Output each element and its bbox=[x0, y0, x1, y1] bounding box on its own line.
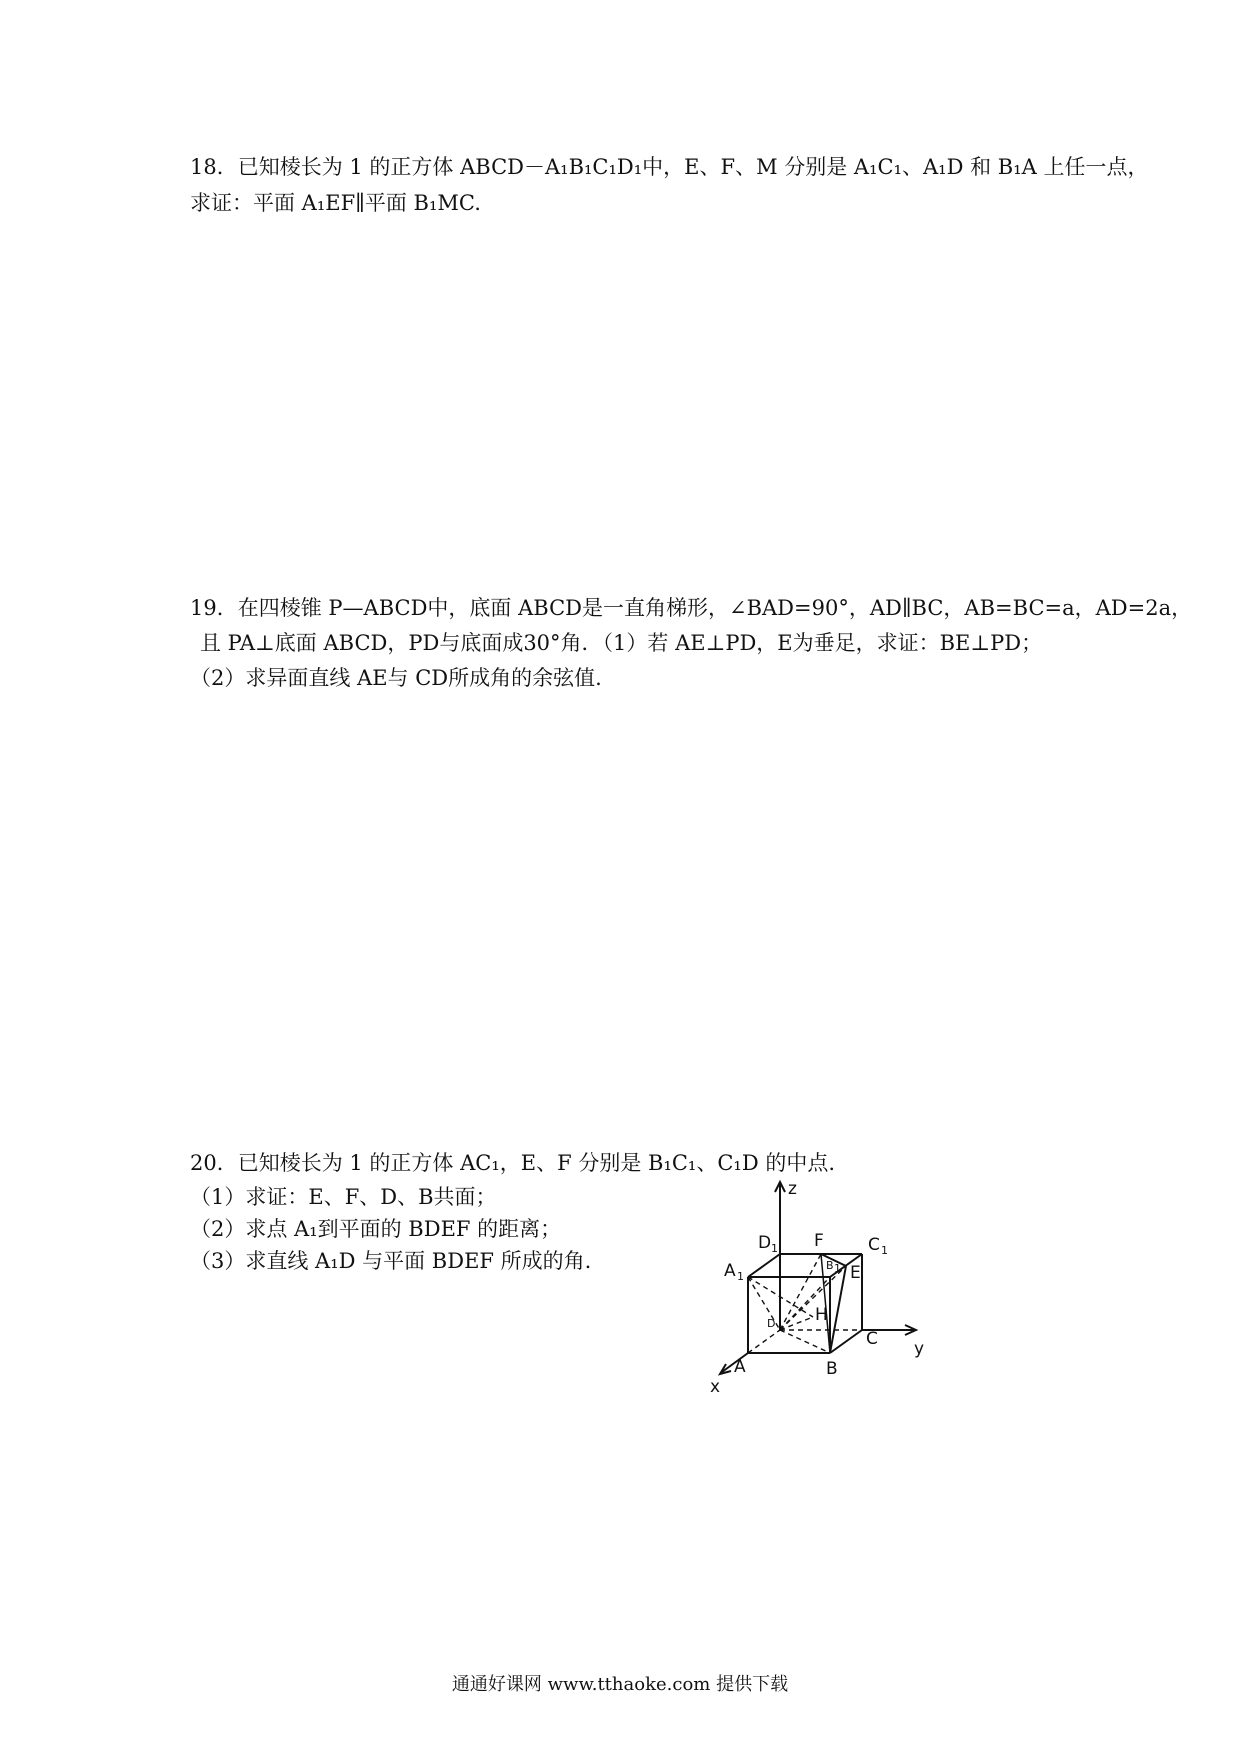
label-D1-sub: 1 bbox=[771, 1242, 778, 1255]
q20-part-3: （3）求直线 A₁D 与平面 BDEF 所成的角. bbox=[190, 1249, 592, 1273]
cube-diagram bbox=[700, 1172, 960, 1404]
q20-part-1: （1）求证：E、F、D、B共面； bbox=[190, 1185, 497, 1209]
label-C1: C bbox=[868, 1235, 880, 1255]
dashed-D-H bbox=[780, 1317, 813, 1330]
label-B1-sub: 1 bbox=[834, 1262, 841, 1275]
footer-text: 通通好课网 www.tthaoke.com 提供下载 bbox=[451, 1674, 789, 1695]
label-B: B bbox=[826, 1359, 838, 1379]
edge-B-C bbox=[830, 1330, 862, 1353]
q19-line-3: （2）求异面直线 AE与 CD所成角的余弦值. bbox=[190, 666, 602, 690]
label-y: y bbox=[914, 1339, 925, 1359]
label-F: F bbox=[814, 1231, 824, 1251]
label-A1-sub: 1 bbox=[737, 1270, 744, 1283]
q19-line-1: 19．在四棱锥 P—ABCD中，底面 ABCD是一直角梯形，∠BAD=90°，AD∥BC，AB=BC=a，AD=2a， bbox=[190, 596, 1193, 620]
label-C: C bbox=[866, 1329, 878, 1349]
cube-figure bbox=[700, 1172, 960, 1404]
label-D1: D bbox=[758, 1233, 772, 1253]
q20-line-1: 20．已知棱长为 1 的正方体 AC₁，E、F 分别是 B₁C₁、C₁D 的中点. bbox=[190, 1151, 836, 1175]
dashed-D-B bbox=[780, 1330, 830, 1353]
label-A1: A bbox=[724, 1261, 736, 1281]
hidden-edge-A-D bbox=[748, 1330, 780, 1353]
q19-line-2: 且 PA⊥底面 ABCD，PD与底面成30°角．（1）若 AE⊥PD，E为垂足，求证：BE⊥PD； bbox=[200, 631, 1043, 655]
label-E: E bbox=[850, 1263, 861, 1283]
q18-line-2: 求证：平面 A₁EF∥平面 B₁MC. bbox=[190, 191, 481, 215]
q18-line-1: 18．已知棱长为 1 的正方体 ABCD－A₁B₁C₁D₁中，E、F、M 分别是 A₁C₁、A₁D 和 B₁A 上任一点， bbox=[190, 155, 1149, 179]
q20-part-2: （2）求点 A₁到平面的 BDEF 的距离； bbox=[190, 1217, 562, 1241]
label-z: z bbox=[788, 1179, 797, 1199]
label-H: H bbox=[815, 1305, 828, 1325]
label-B1: B bbox=[826, 1259, 834, 1272]
label-A: A bbox=[734, 1357, 746, 1377]
label-D: D bbox=[767, 1317, 776, 1330]
label-C1-sub: 1 bbox=[881, 1244, 888, 1257]
label-x: x bbox=[710, 1377, 721, 1397]
edge-A1-D1 bbox=[748, 1254, 780, 1277]
